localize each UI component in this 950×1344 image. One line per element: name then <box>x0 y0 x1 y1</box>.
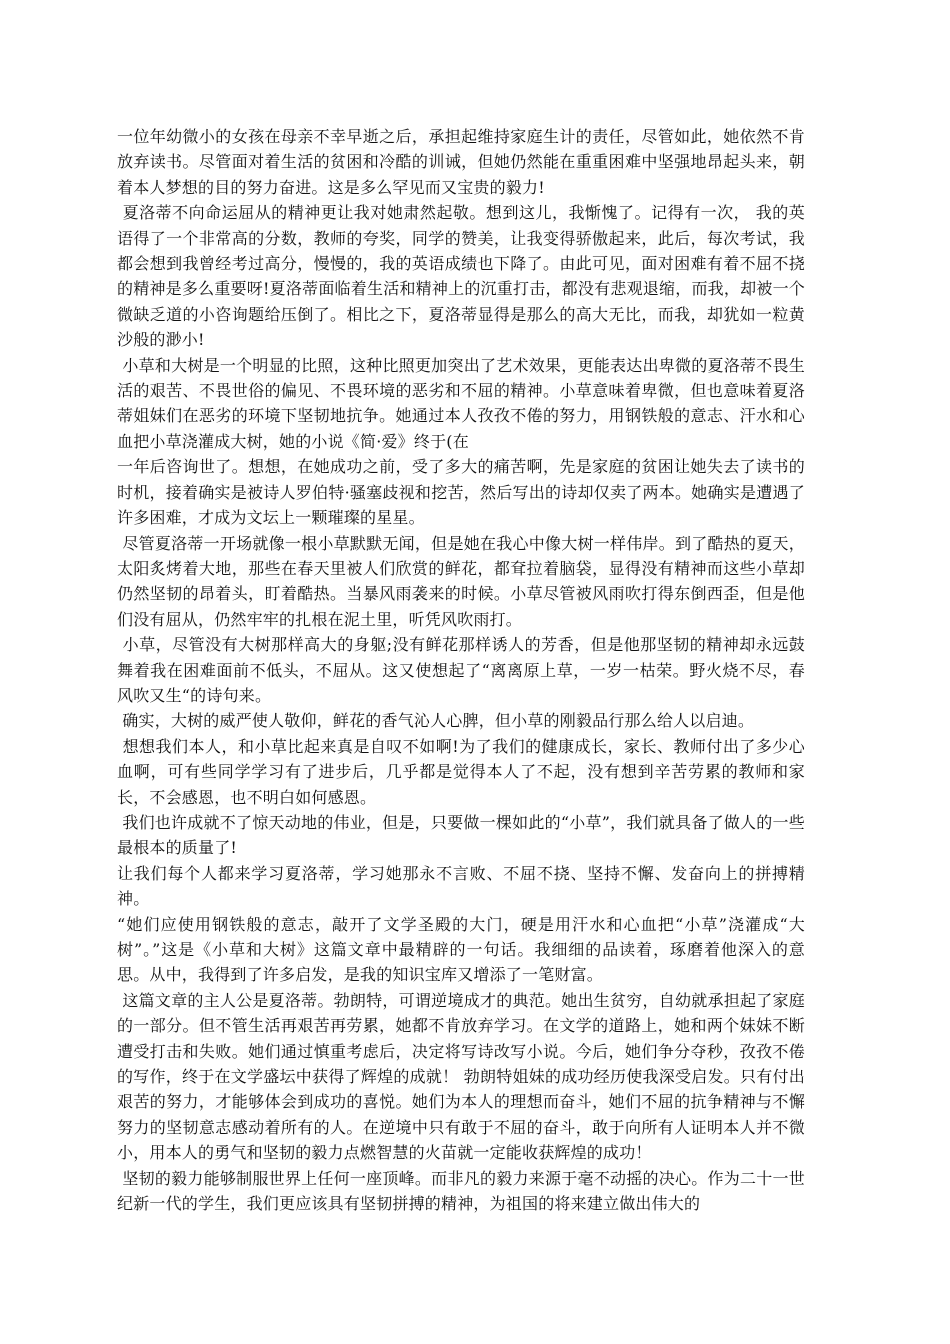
paragraph-10: 让我们每个人都来学习夏洛蒂，学习她那永不言败、不屈不挠、坚持不懈、发奋向上的拼搏精神。 <box>117 863 805 909</box>
paragraph-11: “她们应使用钢铁般的意志，敲开了文学圣殿的大门，硬是用汗水和心血把“小草”浇灌成“大树”。”这是《小草和大树》这篇文章中最精辟的一句话。我细细的品读着，琢磨着他深入的意思。从中，我得到了许多启发，是我的知识宝库又增添了一笔财富。 <box>117 914 805 985</box>
paragraph-2: 夏洛蒂不向命运屈从的精神更让我对她肃然起敬。想到这儿，我惭愧了。记得有一次， 我的英语得了一个非常高的分数，教师的夸奖，同学的赞美，让我变得骄傲起来，此后，每次考试，我都会想到我曾经考过高分，慢慢的，我的英语成绩也下降了。由此可见，面对困难有着不屈不挠的精神是多么重要呀!夏洛蒂面临着生活和精神上的沉重打击，都没有悲观退缩，而我，却被一个微缺乏道的小咨询题给压倒了。相比之下，夏洛蒂显得是那么的高大无比，而我，却犹如一粒黄沙般的渺小! <box>117 203 805 350</box>
paragraph-7: 确实，大树的威严使人敬仰，鲜花的香气沁人心脾，但小草的刚毅品行那么给人以启迪。 <box>117 711 755 731</box>
paragraph-13: 坚韧的毅力能够制服世界上任何一座顶峰。而非凡的毅力来源于毫不动摇的决心。作为二十一世纪新一代的学生，我们更应该具有坚韧拼搏的精神，为祖国的将来建立做出伟大的 <box>117 1168 805 1214</box>
paragraph-12: 这篇文章的主人公是夏洛蒂。勃朗特，可谓逆境成才的典范。她出生贫穷，自幼就承担起了家庭的一部分。但不管生活再艰苦再劳累，她都不肯放弃学习。在文学的道路上，她和两个妹妹不断遭受打击和失败。她们通过慎重考虑后，决定将写诗改写小说。今后，她们争分夺秒，孜孜不倦的写作，终于在文学盛坛中获得了辉煌的成就！ 勃朗特姐妹的成功经历使我深受启发。只有付出艰苦的努力，才能够体会到成功的喜悦。她们为本人的理想而奋斗，她们不屈的抗争精神与不懈努力的坚韧意志感动着所有的人。在逆境中只有敢于不屈的奋斗，敢于向所有人证明本人并不微小，用本人的勇气和坚韧的毅力点燃智慧的火苗就一定能收获辉煌的成功！ <box>117 990 805 1163</box>
paragraph-1: 一位年幼微小的女孩在母亲不幸早逝之后，承担起维持家庭生计的责任，尽管如此，她依然不肯放弃读书。尽管面对着生活的贫困和冷酷的训诫，但她仍然能在重重困难中坚强地昂起头来，朝着本人梦想的目的努力奋进。这是多么罕见而又宝贵的毅力! <box>117 127 805 197</box>
paragraph-8: 想想我们本人，和小草比起来真是自叹不如啊!为了我们的健康成长，家长、教师付出了多少心血啊，可有些同学学习有了进步后，几乎都是觉得本人了不起，没有想到辛苦劳累的教师和家长，不会感恩，也不明白如何感恩。 <box>117 736 805 807</box>
paragraph-6: 小草，尽管没有大树那样高大的身躯;没有鲜花那样诱人的芳香，但是他那坚韧的精神却永远鼓舞着我在困难面前不低头，不屈从。这又使想起了“离离原上草，一岁一枯荣。野火烧不尽，春风吹又生“的诗句来。 <box>117 635 805 705</box>
document-body <box>117 124 805 1216</box>
paragraph-5: 尽管夏洛蒂一开场就像一根小草默默无闻，但是她在我心中像大树一样伟岸。到了酷热的夏天，太阳炙烤着大地，那些在春天里被人们欣赏的鲜花，都耷拉着脑袋，显得没有精神而这些小草却仍然坚韧的昂着头，盯着酷热。当暴风雨袭来的时候。小草尽管被风雨吹打得东倒西歪，但是他们没有屈从，仍然牢牢的扎根在泥土里，听凭风吹雨打。 <box>117 533 805 629</box>
paragraph-3: 小草和大树是一个明显的比照，这种比照更加突出了艺术效果，更能表达出卑微的夏洛蒂不畏生活的艰苦、不畏世俗的偏见、不畏环境的恶劣和不屈的精神。小草意味着卑微，但也意味着夏洛蒂姐妹们在恶劣的环境下坚韧地抗争。她通过本人孜孜不倦的努力，用钢铁般的意志、汗水和心血把小草浇灌成大树，她的小说《简·爱》终于(在 <box>117 355 805 451</box>
paragraph-9: 我们也许成就不了惊天动地的伟业，但是，只要做一棵如此的“小草”，我们就具备了做人的一些最根本的质量了! <box>117 812 805 858</box>
paragraph-4: 一年后咨询世了。想想，在她成功之前，受了多大的痛苦啊，先是家庭的贫困让她失去了读书的时机，接着确实是被诗人罗伯特·骚塞歧视和挖苦，然后写出的诗却仅卖了两本。她确实是遭遇了许多困难，才成为文坛上一颗璀璨的星星。 <box>117 457 805 528</box>
